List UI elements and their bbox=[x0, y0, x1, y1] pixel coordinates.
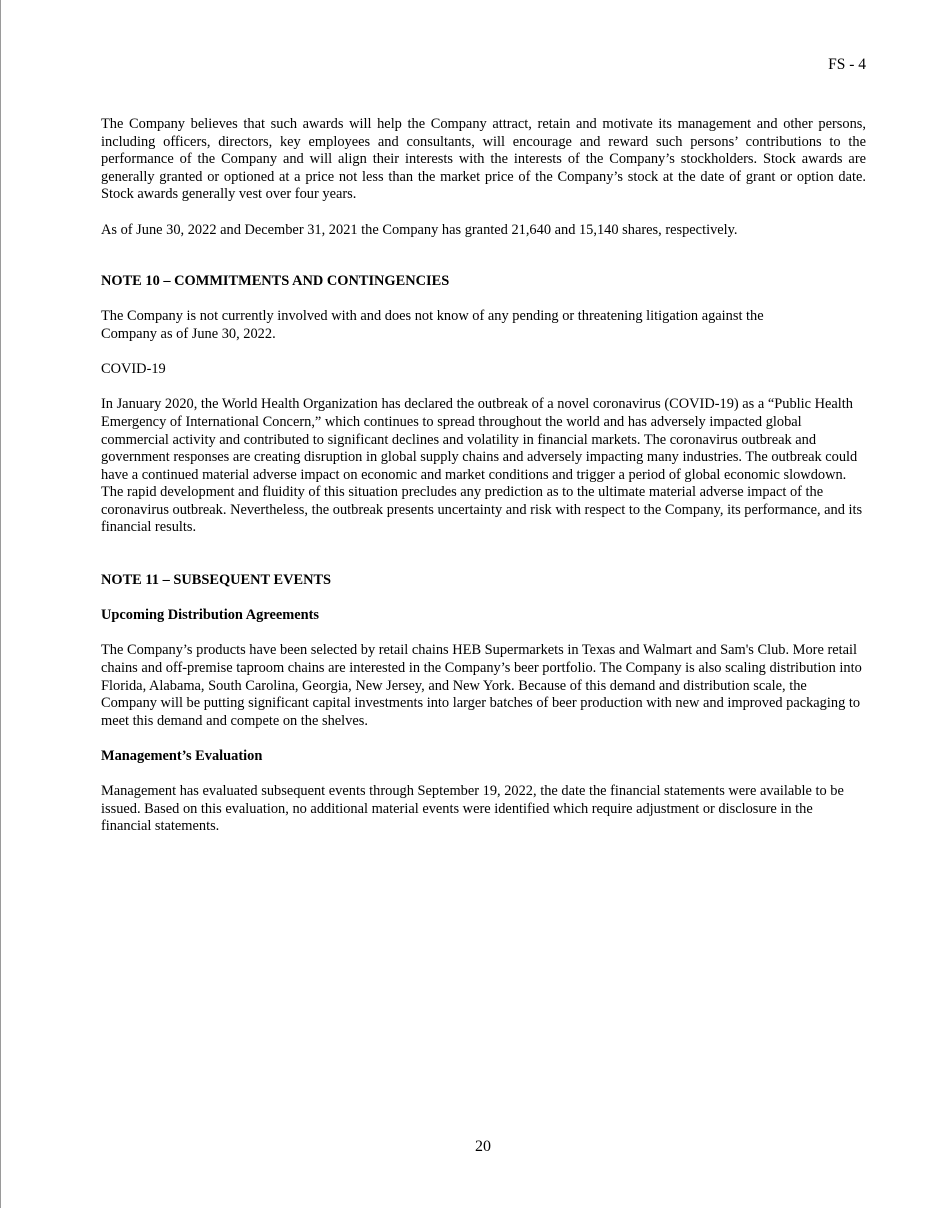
note-11-heading: NOTE 11 – SUBSEQUENT EVENTS bbox=[101, 572, 332, 589]
litigation-paragraph: The Company is not currently involved with and does not know of any pending or threatening litigation against the Company as of June 30, 2022. bbox=[101, 308, 764, 342]
covid-paragraph: In January 2020, the World Health Organization has declared the outbreak of a novel coronavirus (COVID-19) as a “Public Health Emergency of International Concern,” which continues to spread throughout the world and has adversely impacted global commercial activity and contributed to significant declines and volatility in financial markets. The coronavirus outbreak and government responses are creating disruption in global supply chains and adversely impacting many industries. The outbreak could have a continued material adverse impact on economic and market conditions and trigger a period of global economic slowdown. The rapid development and fluidity of this situation precludes any prediction as to the ultimate material adverse impact of the coronavirus outbreak. Nevertheless, the outbreak presents uncertainty and risk with respect to the Company, its performance, and its financial results. bbox=[101, 396, 863, 536]
distribution-paragraph: The Company’s products have been selected by retail chains HEB Supermarkets in Texas and Walmart and Sam's Club. More retail chains and off-premise taproom chains are interested in the Company’s beer portfolio. The Company is also scaling distribution into Florida, Alabama, South Carolina, Georgia, New Jersey, and New York. Because of this demand and distribution scale, the Company will be putting significant capital investments into larger batches of beer production with new and improved packaging to meet this demand and compete on the shelves. bbox=[101, 642, 862, 729]
page-number: 20 bbox=[475, 1138, 491, 1155]
covid-label: COVID-19 bbox=[101, 361, 166, 378]
stock-awards-paragraph: The Company believes that such awards will help the Company attract, retain and motivate its management and other persons, including officers, directors, key employees and consultants, will encourage and reward such persons’ contributions to the performance of the Company and will align their interests with the interests of the Company’s stockholders. Stock awards are generally granted or optioned at a price not less than the market price of the Company’s stock at the date of grant or option date. Stock awards generally vest over four years. bbox=[101, 116, 866, 203]
evaluation-heading: Management’s Evaluation bbox=[101, 748, 263, 764]
page-code: FS - 4 bbox=[828, 56, 866, 73]
page-edge bbox=[0, 0, 1, 1208]
document-body bbox=[101, 116, 866, 836]
evaluation-paragraph: Management has evaluated subsequent events through September 19, 2022, the date the financial statements were available to be issued. Based on this evaluation, no additional material events were identified which require adjustment or disclosure in the financial statements. bbox=[101, 783, 844, 835]
shares-granted-paragraph: As of June 30, 2022 and December 31, 2021 the Company has granted 21,640 and 15,140 shares, respectively. bbox=[101, 221, 738, 238]
note-10-heading: NOTE 10 – COMMITMENTS AND CONTINGENCIES bbox=[101, 273, 450, 290]
distribution-heading: Upcoming Distribution Agreements bbox=[101, 607, 319, 624]
